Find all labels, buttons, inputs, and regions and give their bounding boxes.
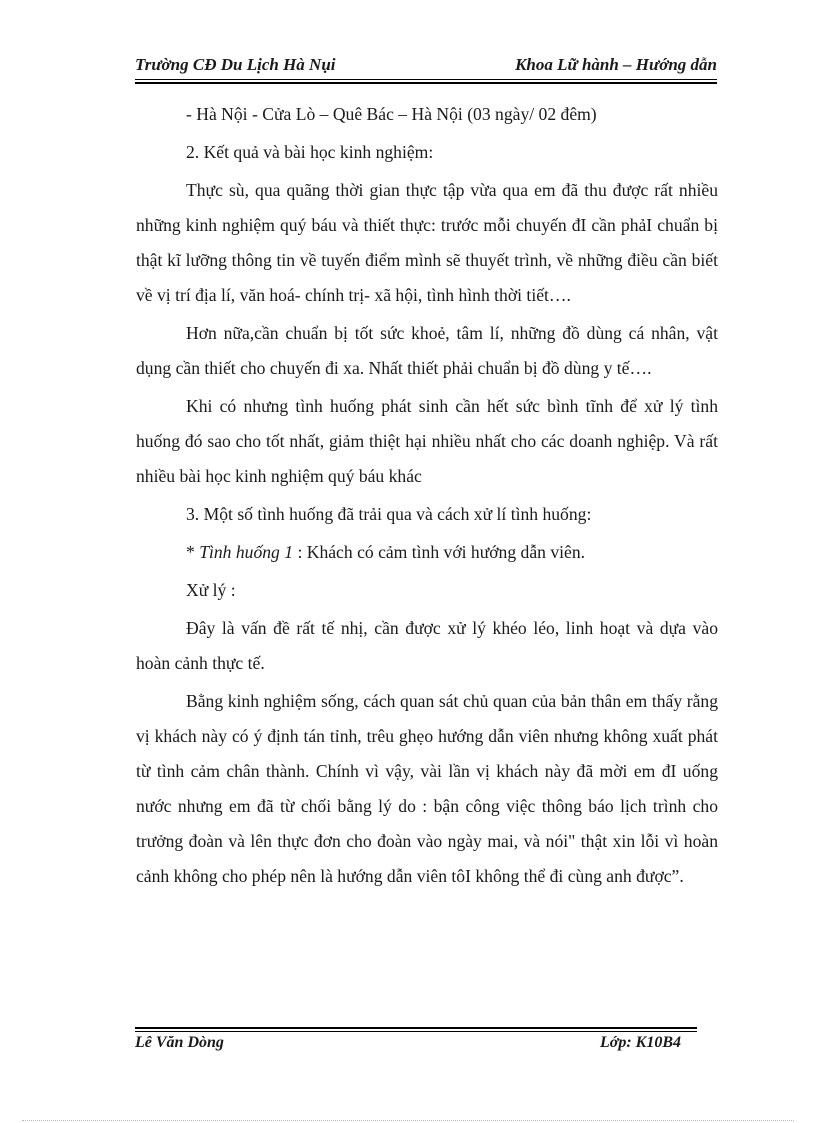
footer-author: Lê Văn Dòng [135,1034,224,1051]
page-header [135,55,717,75]
header-department: Khoa Lữ hành – Hướng dẫn [515,55,717,74]
situation-1-bullet: * [186,542,200,562]
handling-label: Xử lý : [186,580,236,600]
paragraph-preparation: Hơn nữa,cần chuẩn bị tốt sức khoẻ, tâm lí, những đồ dùng cá nhân, vật dụng cần thiết cho chuyến đi xa. Nhất thiết phải chuẩn bị đồ dùng y tế…. [136,323,718,378]
situation-1-text: : Khách có cảm tình với hướng dẫn viên. [293,542,586,562]
header-school: Trường CĐ Du Lịch Hà Nụi [135,55,336,74]
paragraph-sensitive: Đây là vấn đề rất tế nhị, cần được xử lý khéo léo, linh hoạt và dựa vào hoàn cảnh thực tế. [136,618,718,673]
document-body [136,97,718,894]
header-rule [135,79,717,84]
itinerary-line: - Hà Nội - Cửa Lò – Quê Bác – Hà Nội (03 ngày/ 02 đêm) [186,104,597,124]
paragraph-experience: Thực sù, qua quãng thời gian thực tập vừa qua em đã thu được rất nhiều những kinh nghiệm quý báu và thiết thực: trước mỗi chuyến đI cần phảI chuẩn bị thật kĩ lưỡng thông tin về tuyến điểm mình sẽ thuyết trình, về những điều cần biết về vị trí địa lí, văn hoá- chính trị- xã hội, tình hình thời tiết…. [136,180,718,305]
footer-class: Lớp: K10B4 [599,1034,681,1051]
section-heading-2: 2. Kết quả và bài học kinh nghiệm: [186,142,434,162]
situation-1-label: Tình huống 1 [199,542,294,562]
paragraph-experience-story: Bằng kinh nghiệm sống, cách quan sát chủ quan của bản thân em thấy rằng vị khách này có ý định tán tỉnh, trêu ghẹo hướng dẫn viên nhưng không xuất phát từ tình cảm chân thành. Chính vì vậy, vài lần vị khách này đã mời em đI uống nước nhưng em đã từ chối bằng lý do : bận công việc thông báo lịch trình cho trưởng đoàn và lên thực đơn cho đoàn vào ngày mai, và nói" thật xin lỗi vì hoàn cảnh không cho phép nên là hướng dẫn viên tôI không thể đi cùng anh được”. [136,691,718,886]
page-footer [135,1034,697,1052]
paragraph-situations: Khi có nhưng tình huống phát sinh cần hết sức bình tĩnh để xử lý tình huống đó sao cho tốt nhất, giảm thiệt hại nhiều nhất cho các doanh nghiệp. Và rất nhiều bài học kinh nghiệm quý báu khác [136,396,718,486]
footer-rule [135,1027,697,1032]
situation-1 [136,535,718,570]
section-heading-3: 3. Một số tình huống đã trải qua và cách xử lí tình huống: [186,504,592,524]
page-edge-divider [22,1120,794,1121]
